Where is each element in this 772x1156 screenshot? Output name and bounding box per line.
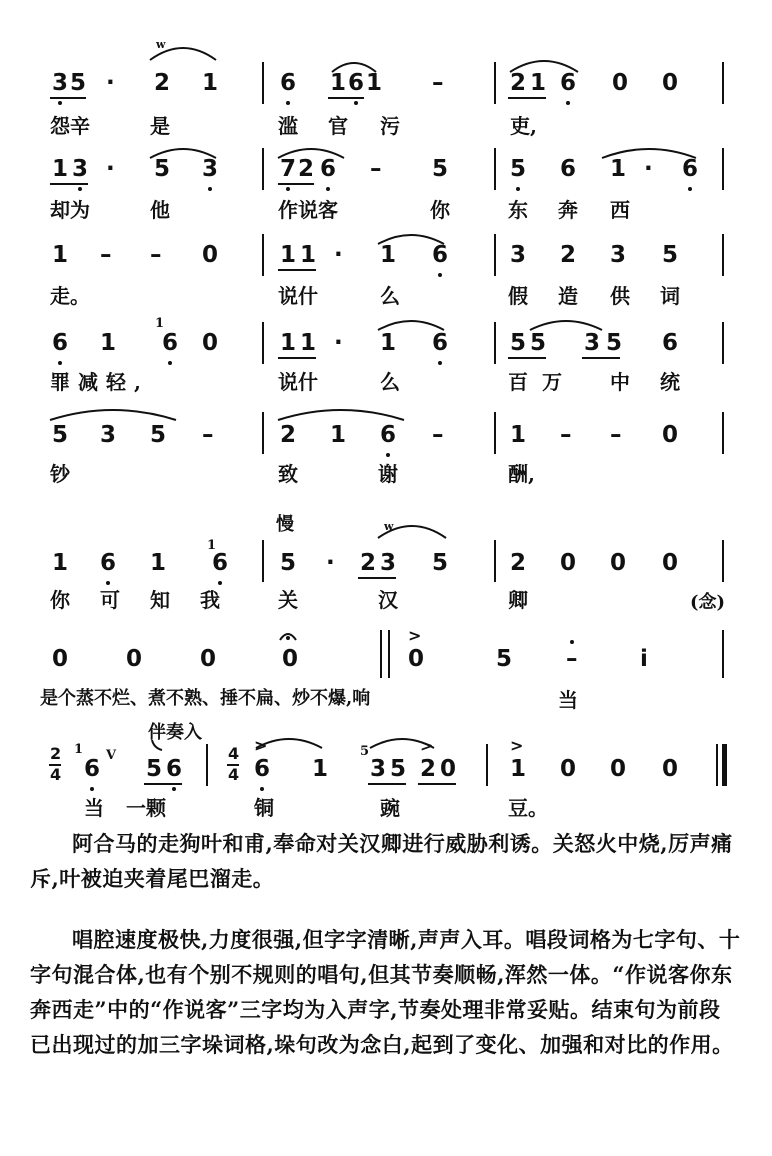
note: 6 bbox=[166, 756, 183, 782]
lyric: 东 bbox=[508, 198, 528, 222]
lyric: 造 bbox=[558, 284, 578, 308]
lyric: 豌 bbox=[380, 796, 400, 820]
note: 0 bbox=[612, 70, 629, 96]
underline bbox=[278, 183, 314, 185]
note: – bbox=[566, 646, 578, 672]
underline bbox=[278, 357, 316, 359]
octave-dot bbox=[688, 187, 692, 191]
barline bbox=[722, 322, 724, 364]
note: – bbox=[370, 156, 382, 182]
note: 6 bbox=[100, 550, 117, 576]
lyric: 是 bbox=[150, 114, 170, 138]
underline bbox=[144, 783, 182, 785]
octave-dot bbox=[208, 187, 212, 191]
lyric: 谢 bbox=[378, 462, 398, 486]
octave-dot bbox=[354, 101, 358, 105]
commentary-paragraph-2: 唱腔速度极快,力度很强,但字字清晰,声声入耳。唱段词格为七字句、十字句混合体,也有个别不规则的唱句,但其节奏顺畅,浑然一体。“作说客你东奔西走”中的“作说客”三字均为入声字,节奏处理非常妥贴。结束句为前段已出现过的加三字垛词格,垛句改为念白,起到了变化、加强和对比的作用。 bbox=[30, 927, 741, 1057]
octave-dot bbox=[386, 453, 390, 457]
note: 0 bbox=[662, 70, 679, 96]
grace-note: 1 bbox=[74, 742, 84, 757]
barline bbox=[722, 234, 724, 276]
barline bbox=[262, 148, 264, 190]
lyric: 一颗 bbox=[126, 796, 166, 820]
lyric: 西 bbox=[610, 198, 630, 222]
lyric: 词 bbox=[660, 284, 680, 308]
underline bbox=[328, 97, 364, 99]
underline bbox=[418, 783, 456, 785]
lyric: 却为 bbox=[50, 198, 90, 222]
lyric: 官 bbox=[328, 114, 348, 138]
note: 5 bbox=[150, 422, 167, 448]
note: 3 bbox=[100, 422, 117, 448]
note: · bbox=[106, 156, 115, 182]
note: 5 bbox=[662, 242, 679, 268]
note: 0 bbox=[662, 422, 679, 448]
time-sig-bottom: 4 bbox=[228, 765, 240, 784]
note: 1 bbox=[280, 242, 297, 268]
note: 5 bbox=[510, 156, 527, 182]
octave-dot bbox=[90, 787, 94, 791]
note: 1 bbox=[300, 330, 317, 356]
note: 0 bbox=[282, 646, 299, 672]
grace-note: 1 bbox=[207, 538, 217, 553]
note: 6 bbox=[162, 330, 179, 356]
note: – bbox=[432, 70, 444, 96]
lyric: 么 bbox=[380, 370, 400, 394]
note: – bbox=[432, 422, 444, 448]
note: 6 bbox=[84, 756, 101, 782]
barline bbox=[494, 148, 496, 190]
lyric: 酬, bbox=[508, 462, 535, 486]
note: · bbox=[334, 242, 343, 268]
fermata bbox=[278, 628, 298, 642]
note: 0 bbox=[440, 756, 457, 782]
note: 1 bbox=[312, 756, 329, 782]
note: 1 bbox=[380, 330, 397, 356]
octave-dot bbox=[172, 787, 176, 791]
note: 3 bbox=[52, 70, 69, 96]
note: 1 bbox=[610, 156, 627, 182]
note: 1 bbox=[52, 156, 69, 182]
barline bbox=[262, 540, 264, 582]
note: 5 bbox=[146, 756, 163, 782]
lyric: 假 bbox=[508, 284, 528, 308]
note: 0 bbox=[610, 550, 627, 576]
barline bbox=[388, 630, 390, 678]
octave-dot bbox=[58, 361, 62, 365]
octave-dot bbox=[58, 101, 62, 105]
note: 6 bbox=[212, 550, 229, 576]
time-sig-bottom: 4 bbox=[50, 765, 62, 784]
lyric: 卿 bbox=[508, 588, 528, 612]
barline bbox=[262, 234, 264, 276]
note: – bbox=[610, 422, 622, 448]
octave-dot bbox=[566, 101, 570, 105]
underline bbox=[50, 183, 88, 185]
spoken-lyric: 是个蒸不烂、煮不熟、捶不扁、炒不爆,响 bbox=[40, 688, 371, 709]
lyric: 奔 bbox=[558, 198, 578, 222]
lyric: 罪减轻, bbox=[50, 370, 149, 394]
note: 6 bbox=[254, 756, 271, 782]
note: 5 bbox=[432, 550, 449, 576]
grace-note: 1 bbox=[155, 316, 165, 331]
underline bbox=[508, 357, 546, 359]
lyric: 吏, bbox=[510, 114, 537, 138]
note: 2 bbox=[510, 70, 527, 96]
note: 1 bbox=[300, 242, 317, 268]
accent-mark: > bbox=[420, 736, 434, 755]
barline bbox=[722, 148, 724, 190]
note: 1 bbox=[530, 70, 547, 96]
note: 6 bbox=[682, 156, 699, 182]
note: 2 bbox=[360, 550, 377, 576]
barline bbox=[494, 540, 496, 582]
commentary-paragraph-1: 阿合马的走狗叶和甫,奉命对关汉卿进行威胁利诱。关怒火中烧,厉声痛斥,叶被迫夹着尾巴溜走。 bbox=[30, 831, 733, 891]
note: 5 bbox=[70, 70, 87, 96]
barline bbox=[486, 744, 488, 786]
note: 0 bbox=[408, 646, 425, 672]
octave-dot bbox=[286, 101, 290, 105]
final-barline-thin bbox=[716, 744, 718, 786]
entry-arrow bbox=[150, 738, 166, 752]
note: 2 bbox=[420, 756, 437, 782]
lyric: 供 bbox=[610, 284, 630, 308]
note: 3 bbox=[584, 330, 601, 356]
note: 1 bbox=[510, 422, 527, 448]
lyric: 关 bbox=[278, 588, 298, 612]
lyric: 怨辛 bbox=[50, 114, 90, 138]
barline bbox=[722, 540, 724, 582]
octave-dot bbox=[168, 361, 172, 365]
lyric: 走。 bbox=[50, 284, 90, 308]
lyric: 他 bbox=[150, 198, 170, 222]
note: · bbox=[334, 330, 343, 356]
note: 2 bbox=[560, 242, 577, 268]
octave-dot bbox=[260, 787, 264, 791]
lyric: 钞 bbox=[50, 462, 70, 486]
barline bbox=[494, 62, 496, 104]
lyric: 当 bbox=[84, 796, 104, 820]
barline bbox=[380, 630, 382, 678]
lyric: 汉 bbox=[378, 588, 398, 612]
trill-mark: w bbox=[384, 520, 394, 533]
breath-mark: V bbox=[106, 748, 117, 763]
barline bbox=[494, 322, 496, 364]
note: 5 bbox=[432, 156, 449, 182]
slur-mark bbox=[276, 406, 406, 422]
note: 0 bbox=[126, 646, 143, 672]
note: 2 bbox=[154, 70, 171, 96]
note: 1 bbox=[330, 70, 347, 96]
octave-dot bbox=[78, 187, 82, 191]
barline bbox=[722, 412, 724, 454]
note: 0 bbox=[52, 646, 69, 672]
underline bbox=[368, 783, 406, 785]
note: 1 bbox=[330, 422, 347, 448]
note: 5 bbox=[390, 756, 407, 782]
lyric: 你 bbox=[430, 198, 450, 222]
note: 6 bbox=[560, 70, 577, 96]
octave-dot bbox=[438, 273, 442, 277]
note: 0 bbox=[202, 242, 219, 268]
barline bbox=[206, 744, 208, 786]
note: 3 bbox=[510, 242, 527, 268]
final-barline-thick bbox=[722, 744, 727, 786]
lyric: 你可知我 bbox=[50, 588, 250, 612]
underline bbox=[508, 97, 546, 99]
note: 0 bbox=[610, 756, 627, 782]
note: 1 bbox=[150, 550, 167, 576]
lyric: 中 bbox=[610, 370, 630, 394]
lyric: 当 bbox=[558, 688, 578, 712]
note: 6 bbox=[320, 156, 337, 182]
accent-mark: > bbox=[408, 626, 422, 645]
note: 1 bbox=[380, 242, 397, 268]
note: 0 bbox=[200, 646, 217, 672]
note: 0 bbox=[560, 550, 577, 576]
underline bbox=[50, 97, 86, 99]
note: 1 bbox=[510, 756, 527, 782]
note: 3 bbox=[610, 242, 627, 268]
performance-mark: 伴奏入 bbox=[148, 722, 202, 743]
barline bbox=[494, 234, 496, 276]
time-sig-top: 2 bbox=[50, 744, 62, 763]
note: 0 bbox=[662, 756, 679, 782]
note: – bbox=[560, 422, 572, 448]
note: 5 bbox=[280, 550, 297, 576]
note: 0 bbox=[202, 330, 219, 356]
barline bbox=[494, 412, 496, 454]
octave-dot bbox=[570, 640, 574, 644]
note: 6 bbox=[560, 156, 577, 182]
note: – bbox=[202, 422, 214, 448]
lyric: 统 bbox=[660, 370, 680, 394]
barline bbox=[722, 630, 724, 678]
lyric: 滥 bbox=[278, 114, 298, 138]
note: · bbox=[326, 550, 335, 576]
lyric: 百万 bbox=[508, 370, 576, 394]
lyric: 铜 bbox=[254, 796, 274, 820]
note: 2 bbox=[510, 550, 527, 576]
note: 1 bbox=[280, 330, 297, 356]
underline bbox=[358, 577, 396, 579]
note: 6 bbox=[380, 422, 397, 448]
note: 2 bbox=[280, 422, 297, 448]
note: 3 bbox=[370, 756, 387, 782]
grace-note: 5 bbox=[360, 744, 370, 759]
note: 6 bbox=[662, 330, 679, 356]
lyric: 污 bbox=[380, 114, 400, 138]
note: 6 bbox=[432, 330, 449, 356]
lyric: 致 bbox=[278, 462, 298, 486]
note: · bbox=[106, 70, 115, 96]
barline bbox=[262, 62, 264, 104]
note: 5 bbox=[606, 330, 623, 356]
lyric: 说什 bbox=[278, 370, 318, 394]
note: · bbox=[644, 156, 653, 182]
octave-dot bbox=[286, 187, 290, 191]
note: – bbox=[100, 242, 112, 268]
note: 5 bbox=[52, 422, 69, 448]
note: 3 bbox=[72, 156, 89, 182]
barline bbox=[722, 62, 724, 104]
lyric: 么 bbox=[380, 284, 400, 308]
note: 6 bbox=[432, 242, 449, 268]
note: 7 bbox=[280, 156, 297, 182]
note: 1 bbox=[366, 70, 383, 96]
lyric: 作说客 bbox=[278, 198, 338, 222]
barline bbox=[262, 412, 264, 454]
slur-mark bbox=[48, 406, 178, 422]
note: 1 bbox=[52, 242, 69, 268]
note: – bbox=[150, 242, 162, 268]
barline bbox=[262, 322, 264, 364]
note: 6 bbox=[52, 330, 69, 356]
note: 5 bbox=[154, 156, 171, 182]
lyric: 说什 bbox=[278, 284, 318, 308]
underline bbox=[582, 357, 620, 359]
note: 6 bbox=[280, 70, 297, 96]
note: 0 bbox=[560, 756, 577, 782]
note: 0 bbox=[662, 550, 679, 576]
spoken-mark: (念) bbox=[690, 592, 726, 613]
lyric: 豆。 bbox=[508, 796, 548, 820]
note: 2 bbox=[298, 156, 315, 182]
trill-mark: w bbox=[156, 38, 166, 51]
note: 5 bbox=[496, 646, 513, 672]
note: 1 bbox=[202, 70, 219, 96]
note: 3 bbox=[202, 156, 219, 182]
note: 5 bbox=[530, 330, 547, 356]
note: 6 bbox=[348, 70, 365, 96]
time-sig-top: 4 bbox=[228, 744, 240, 763]
note: 1 bbox=[100, 330, 117, 356]
accent-mark: > bbox=[510, 736, 524, 755]
note: 1 bbox=[52, 550, 69, 576]
octave-dot bbox=[438, 361, 442, 365]
octave-dot bbox=[326, 187, 330, 191]
accent-mark: > bbox=[254, 736, 268, 755]
slur-mark bbox=[254, 734, 324, 750]
note: i bbox=[640, 646, 648, 672]
note: 5 bbox=[510, 330, 527, 356]
tempo-mark: 慢 bbox=[276, 514, 294, 535]
underline bbox=[278, 269, 316, 271]
note: 3 bbox=[380, 550, 397, 576]
octave-dot bbox=[516, 187, 520, 191]
